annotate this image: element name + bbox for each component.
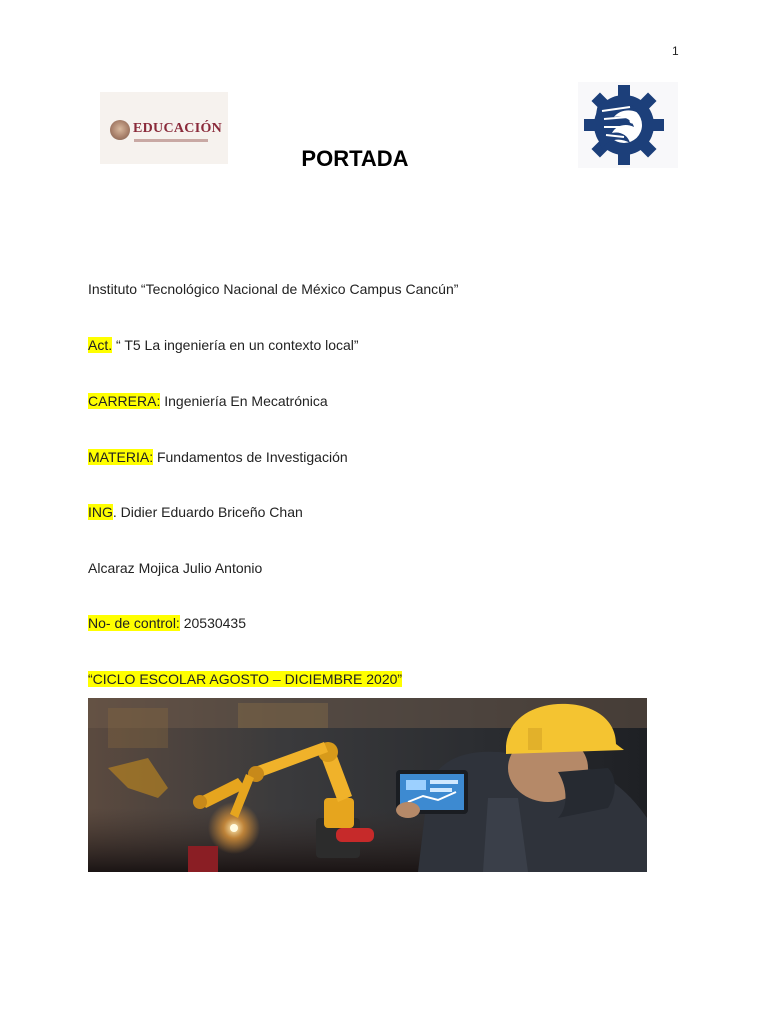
activity-line	[88, 337, 359, 353]
student-line: Alcaraz Mojica Julio Antonio	[88, 560, 263, 576]
educacion-logo-tagline	[134, 139, 208, 142]
school-cycle-text: “CICLO ESCOLAR AGOSTO – DICIEMBRE 2020”	[88, 671, 403, 687]
educacion-seal-icon	[110, 120, 130, 140]
page-number: 1	[672, 44, 679, 58]
page-title: PORTADA	[301, 146, 409, 171]
subject-value: Fundamentos de Investigación	[153, 449, 348, 465]
teacher-value: . Didier Eduardo Briceño Chan	[112, 504, 303, 520]
control-number-value: 20530435	[179, 615, 247, 631]
subject-label: MATERIA:	[88, 449, 154, 465]
career-value: Ingeniería En Mecatrónica	[160, 393, 328, 409]
educacion-logo-text: EDUCACIÓN	[133, 121, 223, 136]
teacher-line	[88, 504, 303, 520]
activity-value: “ T5 La ingeniería en un contexto local”	[112, 337, 359, 353]
teacher-label: ING	[88, 504, 113, 520]
career-line	[88, 393, 328, 409]
control-number-label: No- de control:	[88, 615, 180, 631]
institute-line: Instituto “Tecnológico Nacional de México Campus Cancún”	[88, 281, 459, 297]
career-label: CARRERA:	[88, 393, 161, 409]
photo-illustration	[88, 698, 647, 872]
activity-label: Act.	[88, 337, 113, 353]
school-cycle-line	[88, 671, 402, 687]
industrial-robot-engineer-image	[88, 698, 647, 872]
subject-line	[88, 449, 348, 465]
control-number-line	[88, 615, 246, 631]
